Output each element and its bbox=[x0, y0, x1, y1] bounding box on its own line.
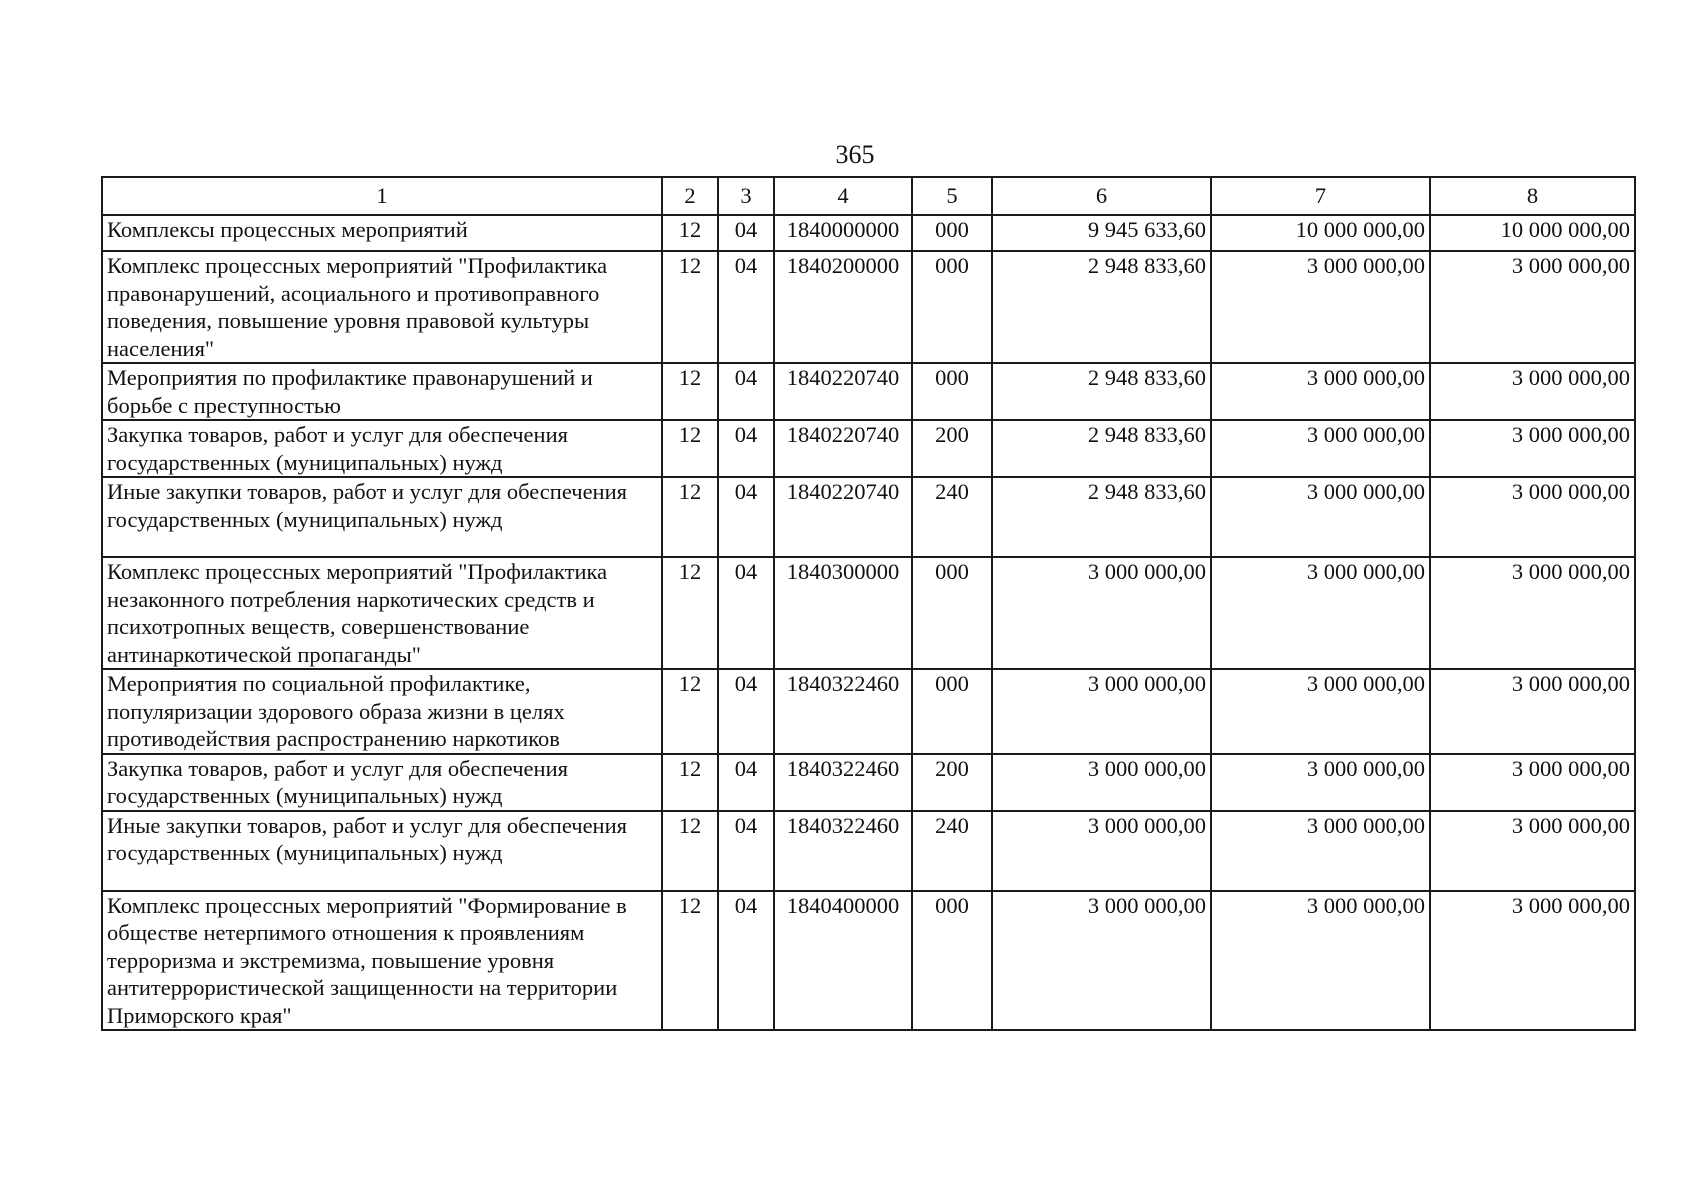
row-name-cell: Мероприятия по социальной профилактике, популяризации здорового образа жизни в целях противодействия распространению наркотиков bbox=[102, 669, 662, 754]
section-code-cell: 12 bbox=[662, 754, 718, 811]
amount-col8-cell: 3 000 000,00 bbox=[1430, 557, 1635, 669]
amount-col8-cell: 3 000 000,00 bbox=[1430, 811, 1635, 891]
subsection-code-cell: 04 bbox=[718, 754, 774, 811]
target-article-cell: 1840220740 bbox=[774, 420, 912, 477]
amount-col6-cell: 2 948 833,60 bbox=[992, 477, 1211, 557]
amount-col6-cell: 2 948 833,60 bbox=[992, 251, 1211, 363]
expense-type-cell: 000 bbox=[912, 891, 992, 1031]
expense-type-cell: 000 bbox=[912, 669, 992, 754]
column-header: 1 bbox=[102, 177, 662, 215]
expense-type-cell: 000 bbox=[912, 215, 992, 251]
amount-col8-cell: 3 000 000,00 bbox=[1430, 477, 1635, 557]
amount-col6-cell: 3 000 000,00 bbox=[992, 891, 1211, 1031]
column-header: 6 bbox=[992, 177, 1211, 215]
target-article-cell: 1840200000 bbox=[774, 251, 912, 363]
section-code-cell: 12 bbox=[662, 251, 718, 363]
section-code-cell: 12 bbox=[662, 557, 718, 669]
expense-type-cell: 000 bbox=[912, 251, 992, 363]
amount-col6-cell: 3 000 000,00 bbox=[992, 811, 1211, 891]
expense-type-cell: 000 bbox=[912, 363, 992, 420]
target-article-cell: 1840000000 bbox=[774, 215, 912, 251]
amount-col8-cell: 3 000 000,00 bbox=[1430, 754, 1635, 811]
amount-col7-cell: 3 000 000,00 bbox=[1211, 891, 1430, 1031]
table-body bbox=[102, 215, 1635, 1030]
row-name-cell: Комплекс процессных мероприятий "Формирование в обществе нетерпимого отношения к проявлениям терроризма и экстремизма, повышение уровня антитеррористической защищенности на территории Приморского края" bbox=[102, 891, 662, 1031]
table-row bbox=[102, 251, 1635, 363]
expense-type-cell: 000 bbox=[912, 557, 992, 669]
row-name-cell: Закупка товаров, работ и услуг для обеспечения государственных (муниципальных) нужд bbox=[102, 754, 662, 811]
row-name-cell: Иные закупки товаров, работ и услуг для обеспечения государственных (муниципальных) нужд bbox=[102, 811, 662, 891]
target-article-cell: 1840322460 bbox=[774, 669, 912, 754]
column-header: 8 bbox=[1430, 177, 1635, 215]
subsection-code-cell: 04 bbox=[718, 669, 774, 754]
amount-col7-cell: 3 000 000,00 bbox=[1211, 477, 1430, 557]
section-code-cell: 12 bbox=[662, 891, 718, 1031]
subsection-code-cell: 04 bbox=[718, 363, 774, 420]
section-code-cell: 12 bbox=[662, 477, 718, 557]
row-name-cell: Комплекс процессных мероприятий "Профилактика правонарушений, асоциального и противоправного поведения, повышение уровня правовой культуры населения" bbox=[102, 251, 662, 363]
page-number: 365 bbox=[835, 140, 875, 169]
column-header: 5 bbox=[912, 177, 992, 215]
amount-col7-cell: 3 000 000,00 bbox=[1211, 811, 1430, 891]
section-code-cell: 12 bbox=[662, 811, 718, 891]
amount-col7-cell: 3 000 000,00 bbox=[1211, 363, 1430, 420]
row-name-cell: Мероприятия по профилактике правонарушений и борьбе с преступностью bbox=[102, 363, 662, 420]
target-article-cell: 1840400000 bbox=[774, 891, 912, 1031]
table-row bbox=[102, 891, 1635, 1031]
row-name-cell: Комплекс процессных мероприятий "Профилактика незаконного потребления наркотических средств и психотропных веществ, совершенствование антинаркотической пропаганды" bbox=[102, 557, 662, 669]
section-code-cell: 12 bbox=[662, 420, 718, 477]
row-name-cell: Иные закупки товаров, работ и услуг для обеспечения государственных (муниципальных) нужд bbox=[102, 477, 662, 557]
subsection-code-cell: 04 bbox=[718, 215, 774, 251]
amount-col7-cell: 3 000 000,00 bbox=[1211, 251, 1430, 363]
header-row bbox=[102, 177, 1635, 215]
column-header: 4 bbox=[774, 177, 912, 215]
amount-col6-cell: 3 000 000,00 bbox=[992, 754, 1211, 811]
amount-col6-cell: 3 000 000,00 bbox=[992, 557, 1211, 669]
expense-type-cell: 240 bbox=[912, 477, 992, 557]
table-row bbox=[102, 420, 1635, 477]
section-code-cell: 12 bbox=[662, 363, 718, 420]
row-name-cell: Комплексы процессных мероприятий bbox=[102, 215, 662, 251]
amount-col8-cell: 3 000 000,00 bbox=[1430, 363, 1635, 420]
amount-col8-cell: 3 000 000,00 bbox=[1430, 891, 1635, 1031]
amount-col7-cell: 3 000 000,00 bbox=[1211, 669, 1430, 754]
section-code-cell: 12 bbox=[662, 215, 718, 251]
amount-col7-cell: 3 000 000,00 bbox=[1211, 557, 1430, 669]
subsection-code-cell: 04 bbox=[718, 251, 774, 363]
amount-col7-cell: 3 000 000,00 bbox=[1211, 420, 1430, 477]
target-article-cell: 1840300000 bbox=[774, 557, 912, 669]
table-row bbox=[102, 215, 1635, 251]
table-row bbox=[102, 477, 1635, 557]
target-article-cell: 1840220740 bbox=[774, 477, 912, 557]
amount-col6-cell: 3 000 000,00 bbox=[992, 669, 1211, 754]
amount-col7-cell: 3 000 000,00 bbox=[1211, 754, 1430, 811]
budget-table bbox=[101, 176, 1636, 1031]
table-row bbox=[102, 754, 1635, 811]
expense-type-cell: 240 bbox=[912, 811, 992, 891]
amount-col8-cell: 3 000 000,00 bbox=[1430, 420, 1635, 477]
amount-col6-cell: 2 948 833,60 bbox=[992, 363, 1211, 420]
subsection-code-cell: 04 bbox=[718, 557, 774, 669]
row-name-cell: Закупка товаров, работ и услуг для обеспечения государственных (муниципальных) нужд bbox=[102, 420, 662, 477]
table-row bbox=[102, 811, 1635, 891]
amount-col6-cell: 2 948 833,60 bbox=[992, 420, 1211, 477]
amount-col8-cell: 3 000 000,00 bbox=[1430, 669, 1635, 754]
amount-col8-cell: 10 000 000,00 bbox=[1430, 215, 1635, 251]
expense-type-cell: 200 bbox=[912, 420, 992, 477]
subsection-code-cell: 04 bbox=[718, 477, 774, 557]
column-header: 3 bbox=[718, 177, 774, 215]
expense-type-cell: 200 bbox=[912, 754, 992, 811]
target-article-cell: 1840322460 bbox=[774, 811, 912, 891]
column-header: 2 bbox=[662, 177, 718, 215]
table-row bbox=[102, 363, 1635, 420]
table-row bbox=[102, 669, 1635, 754]
amount-col8-cell: 3 000 000,00 bbox=[1430, 251, 1635, 363]
column-header: 7 bbox=[1211, 177, 1430, 215]
subsection-code-cell: 04 bbox=[718, 811, 774, 891]
amount-col7-cell: 10 000 000,00 bbox=[1211, 215, 1430, 251]
target-article-cell: 1840322460 bbox=[774, 754, 912, 811]
subsection-code-cell: 04 bbox=[718, 420, 774, 477]
target-article-cell: 1840220740 bbox=[774, 363, 912, 420]
table-row bbox=[102, 557, 1635, 669]
section-code-cell: 12 bbox=[662, 669, 718, 754]
subsection-code-cell: 04 bbox=[718, 891, 774, 1031]
amount-col6-cell: 9 945 633,60 bbox=[992, 215, 1211, 251]
